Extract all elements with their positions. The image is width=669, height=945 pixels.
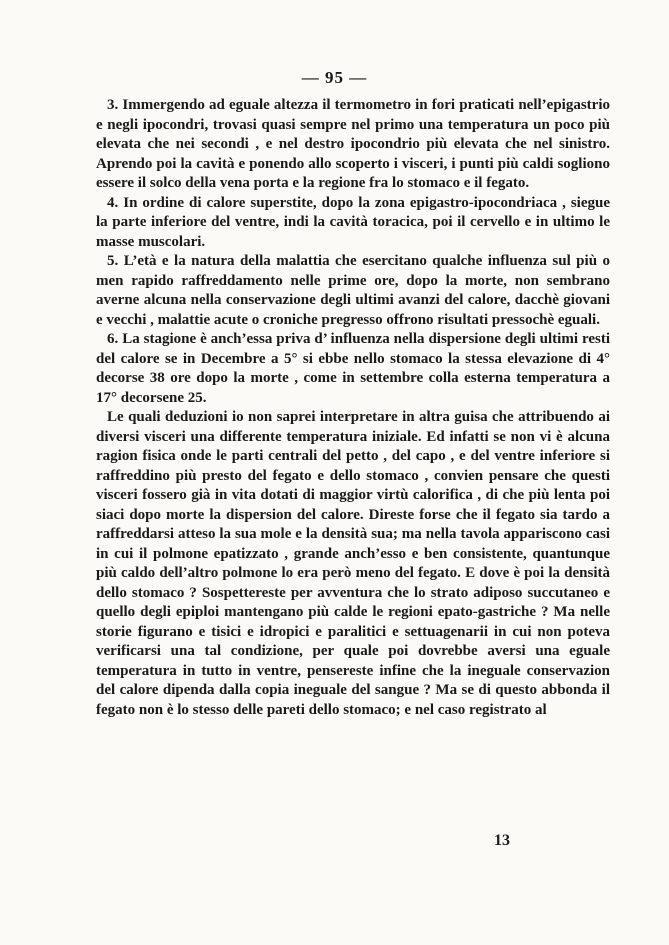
paragraph-5: 5. L’età e la natura della malattia che esercitano qualche influenza sul più o men rapido raffreddamento nelle prime ore, dopo la morte, non sembrano averne alcuna nella conservazione degli ultimi avanzi del calore, dacchè giovani e vecchi , malattie acute o croniche pregresso offrono risultati pressochè eguali.: [96, 253, 610, 328]
signature-mark: 13: [494, 832, 510, 849]
paragraph-4: 4. In ordine di calore superstite, dopo la zona epigastro-ipocondriaca , siegue la parte inferiore del ventre, indi la cavità toracica, poi il cervello e in ultimo le masse muscolari.: [96, 194, 610, 250]
body-text: [96, 96, 610, 720]
paragraph-3: 3. Immergendo ad eguale altezza il termometro in fori praticati nell’epigastrio e negli ipocondri, trovasi quasi sempre nel primo una temperatura un poco più elevata che nei secondi , e nel destro ipocondrio più elevata che nel sinistro. Aprendo poi la cavità e ponendo allo scoperto i visceri, i punti più caldi sogliono essere il solco della vena porta e la regione fra lo stomaco e il fegato.: [96, 97, 610, 191]
paragraph-deductions: Le quali deduzioni io non saprei interpretare in altra guisa che attribuendo ai diversi visceri una differente temperatura iniziale. Ed infatti se non vi è alcuna ragion fisica onde le parti centrali del petto , del capo , e del ventre inferiore si raffreddino più presto del fegato e dello stomaco , convien pensare che questi visceri fossero già in vita dotati di maggior virtù calorifica , di che più lenta poi siaci dopo morte la dispersion del calore. Direste forse che il fegato sia tardo a raffreddarsi atteso la sua mole e la densità sua; ma nella tavola appariscono casi in cui il polmone epatizzato , grande anch’esso e ben consistente, quantunque più caldo dell’altro polmone lo era però meno del fegato. E dove è poi la densità dello stomaco ? Sospettereste per avventura che lo strato adiposo succutaneo e quello degli epiploi mantengano più calde le regioni epato-gastriche ? Ma nelle storie figurano e tisici e idropici e paralitici e settuagenarii in cui non poteva verificarsi una tal condizione, per quale poi dovrebbe aversi una eguale temperatura in tutto in ventre, pensereste infine che la ineguale conservazion del calore dipenda dalla copia ineguale del sangue ? Ma se di questo abbonda il fegato non è lo stesso delle pareti dello stomaco; e nel caso registrato al: [96, 409, 610, 718]
page-number-header: — 95 —: [301, 68, 368, 87]
paragraph-6: 6. La stagione è anch’essa priva d’ influenza nella dispersione degli ultimi resti del calore se in Decembre a 5° si ebbe nello stomaco la stessa elevazione di 4° decorse 38 ore dopo la morte , come in settembre colla esterna temperatura a 17° decorsene 25.: [96, 331, 610, 406]
